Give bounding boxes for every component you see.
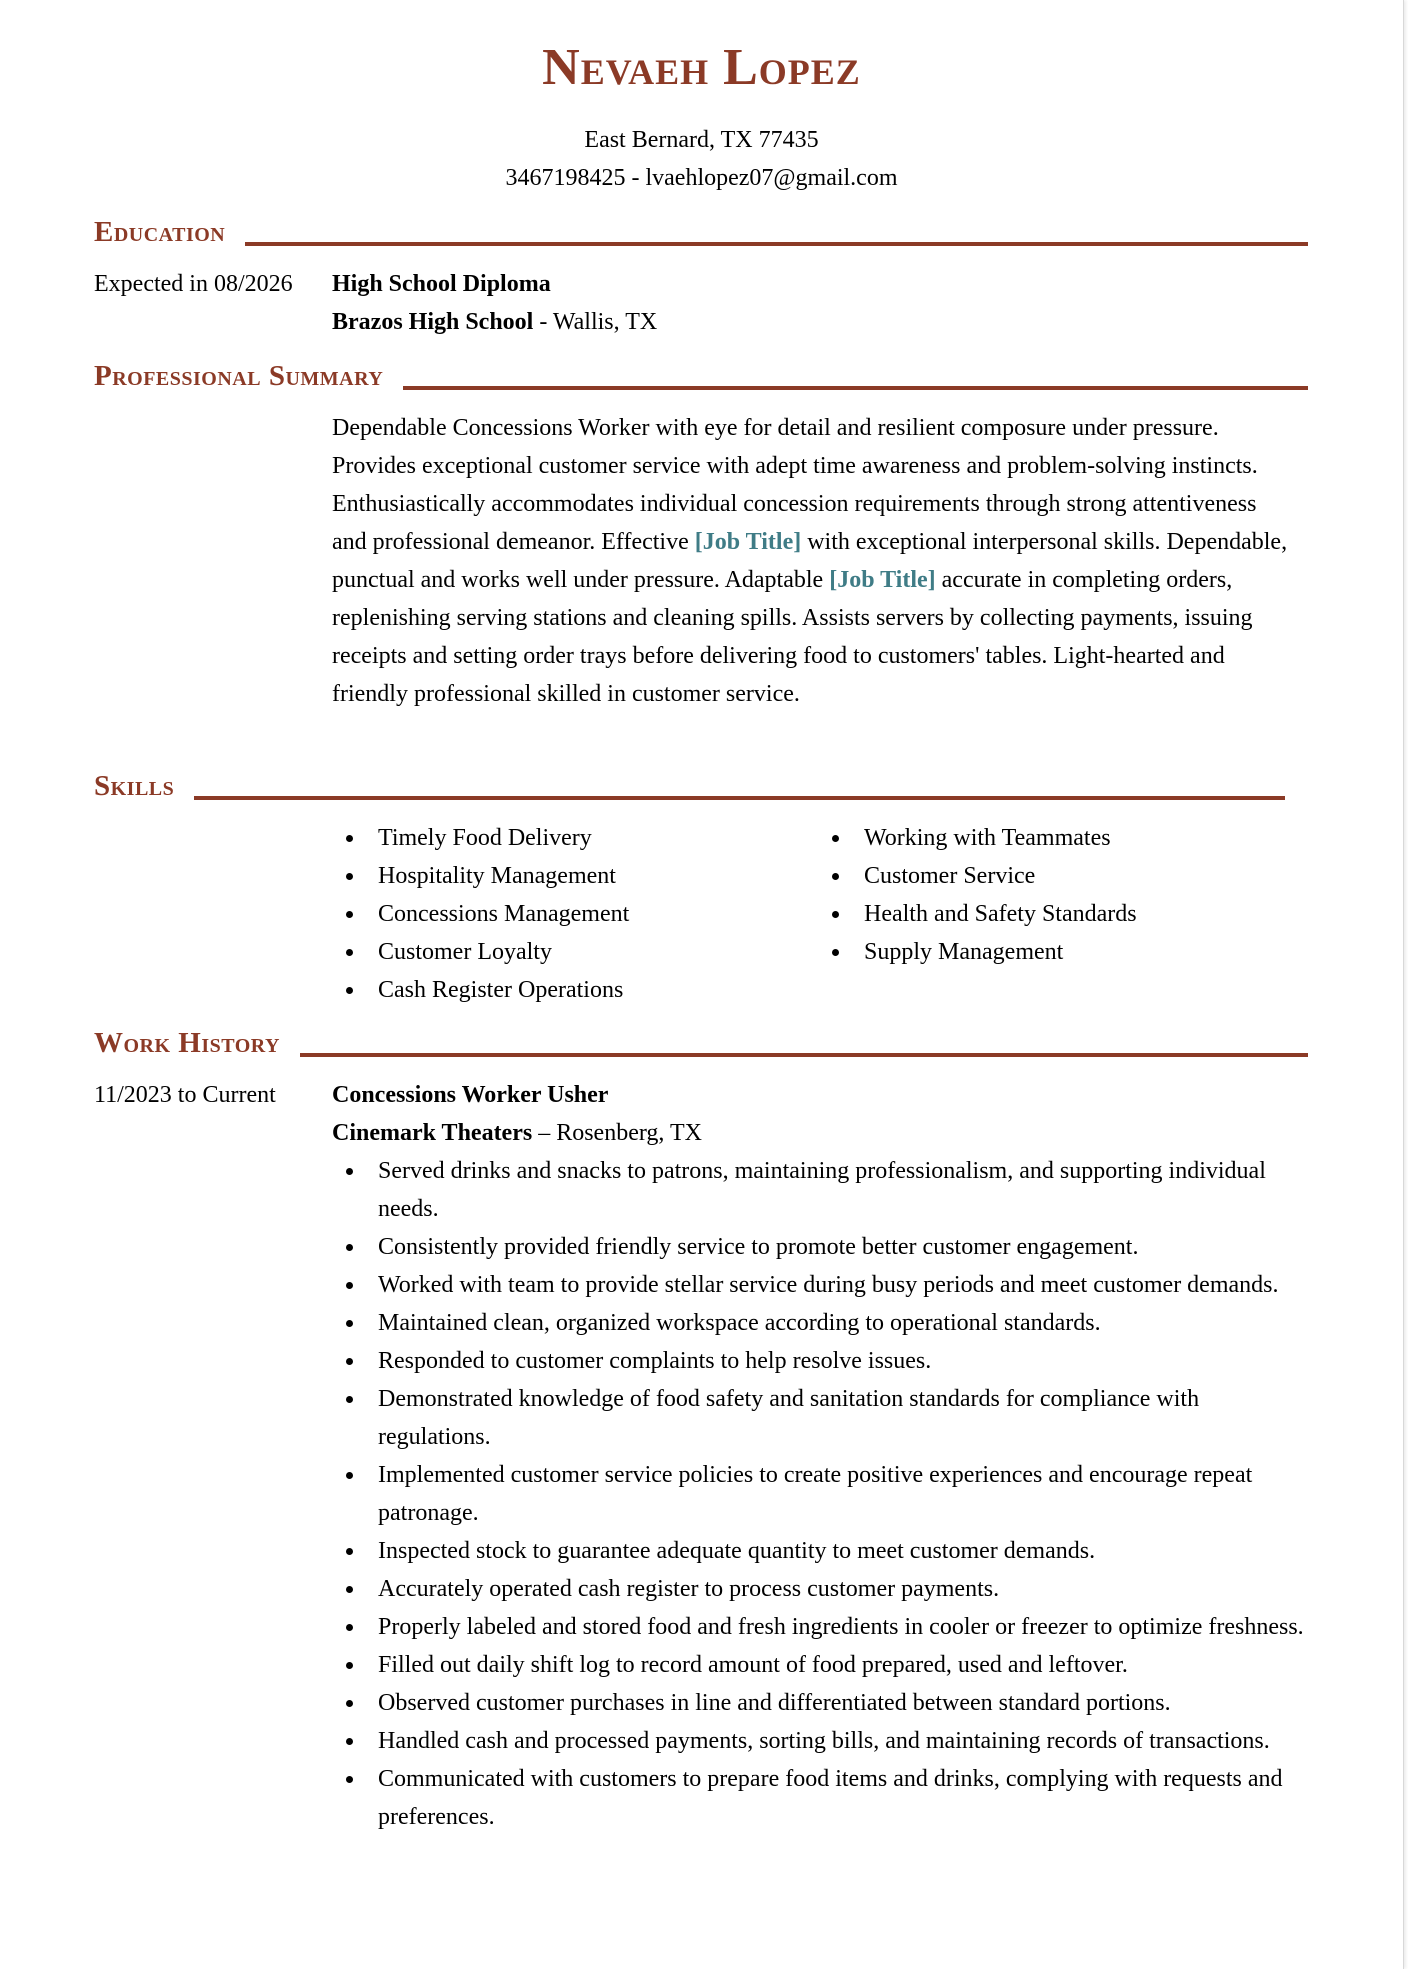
work-bullet: Communicated with customers to prepare food items and drinks, complying with requests and preferences. bbox=[332, 1760, 1314, 1836]
work-bullet: Handled cash and processed payments, sorting bills, and maintaining records of transactions. bbox=[332, 1722, 1314, 1760]
skills-title: Skills bbox=[94, 769, 175, 802]
skill-item: Hospitality Management bbox=[332, 857, 802, 895]
skills-list-left bbox=[332, 819, 802, 1009]
skill-item: Customer Service bbox=[818, 857, 1288, 895]
work-bullet: Implemented customer service policies to create positive experiences and encourage repeat patronage. bbox=[332, 1456, 1314, 1532]
work-bullet: Properly labeled and stored food and fresh ingredients in cooler or freezer to optimize freshness. bbox=[332, 1608, 1314, 1646]
school-location: - Wallis, TX bbox=[533, 309, 658, 335]
work-bullet: Filled out daily shift log to record amount of food prepared, used and leftover. bbox=[332, 1646, 1314, 1684]
candidate-name: Nevaeh Lopez bbox=[542, 39, 861, 96]
summary-title: Professional Summary bbox=[94, 359, 384, 392]
degree: High School Diploma bbox=[332, 271, 551, 297]
skill-item: Working with Teammates bbox=[818, 819, 1288, 857]
skill-item: Customer Loyalty bbox=[332, 933, 802, 971]
job-title: Concessions Worker Usher bbox=[332, 1082, 609, 1108]
work-bullet: Observed customer purchases in line and differentiated between standard portions. bbox=[332, 1684, 1314, 1722]
company-name: Cinemark Theaters bbox=[332, 1120, 533, 1146]
summary-text: accurate in completing orders, replenishing serving stations and cleaning spills. Assists servers by collecting payments, issuing receipts and setting order trays before delivering food to customers' tables. Light-hearted and friendly professional skilled in customer service. bbox=[332, 567, 1253, 707]
skill-item: Supply Management bbox=[818, 933, 1288, 971]
work-bullet: Responded to customer complaints to help resolve issues. bbox=[332, 1342, 1314, 1380]
skill-item: Cash Register Operations bbox=[332, 971, 802, 1009]
skill-item: Timely Food Delivery bbox=[332, 819, 802, 857]
work-bullets bbox=[332, 1152, 1314, 1836]
summary-heading bbox=[94, 356, 1308, 396]
school-line bbox=[332, 303, 657, 341]
education-title: Education bbox=[94, 215, 226, 248]
section-divider bbox=[403, 386, 1308, 390]
section-divider bbox=[245, 242, 1308, 246]
work-bullet: Served drinks and snacks to patrons, maintaining professionalism, and supporting individual needs. bbox=[332, 1152, 1314, 1228]
skill-item: Concessions Management bbox=[332, 895, 802, 933]
work-bullet: Inspected stock to guarantee adequate quantity to meet customer demands. bbox=[332, 1532, 1314, 1570]
work-title: Work History bbox=[94, 1026, 280, 1059]
work-bullet: Consistently provided friendly service to promote better customer engagement. bbox=[332, 1228, 1314, 1266]
skill-item: Health and Safety Standards bbox=[818, 895, 1288, 933]
section-divider bbox=[300, 1053, 1308, 1057]
work-heading bbox=[94, 1023, 1308, 1063]
job-title-placeholder[interactable]: [Job Title] bbox=[829, 567, 936, 593]
company-location: – Rosenberg, TX bbox=[532, 1120, 702, 1146]
skills-list-right bbox=[818, 819, 1288, 971]
work-bullet: Maintained clean, organized workspace according to operational standards. bbox=[332, 1304, 1314, 1342]
work-entry bbox=[332, 1076, 1314, 1836]
school-name: Brazos High School bbox=[332, 309, 534, 335]
summary-text: Dependable Concessions Worker with eye for detail and resilient composure under pressure. Provides exceptional customer service with adept time awareness and problem-solving instincts. Enthusiastically accommodates individual concession requirements through strong attentiveness and professional demeanor. Effective bbox=[332, 415, 1258, 555]
phone-email: 3467198425 - lvaehlopez07@gmail.com bbox=[505, 165, 898, 191]
education-date: Expected in 08/2026 bbox=[94, 271, 293, 297]
summary-text: with exceptional interpersonal skills. Dependable, punctual and works well under pressure. Adaptable bbox=[332, 529, 1288, 593]
work-bullet: Accurately operated cash register to process customer payments. bbox=[332, 1570, 1314, 1608]
address: East Bernard, TX 77435 bbox=[584, 127, 819, 153]
summary-paragraph bbox=[332, 409, 1292, 713]
work-bullet: Demonstrated knowledge of food safety and sanitation standards for compliance with regulations. bbox=[332, 1380, 1314, 1456]
education-entry bbox=[332, 265, 657, 341]
section-divider bbox=[194, 796, 1285, 800]
work-bullet: Worked with team to provide stellar service during busy periods and meet customer demands. bbox=[332, 1266, 1314, 1304]
company-line bbox=[332, 1114, 1314, 1152]
skills-heading bbox=[94, 766, 1285, 806]
work-date: 11/2023 to Current bbox=[94, 1082, 276, 1108]
job-title-placeholder[interactable]: [Job Title] bbox=[694, 529, 802, 555]
education-heading bbox=[94, 212, 1308, 252]
